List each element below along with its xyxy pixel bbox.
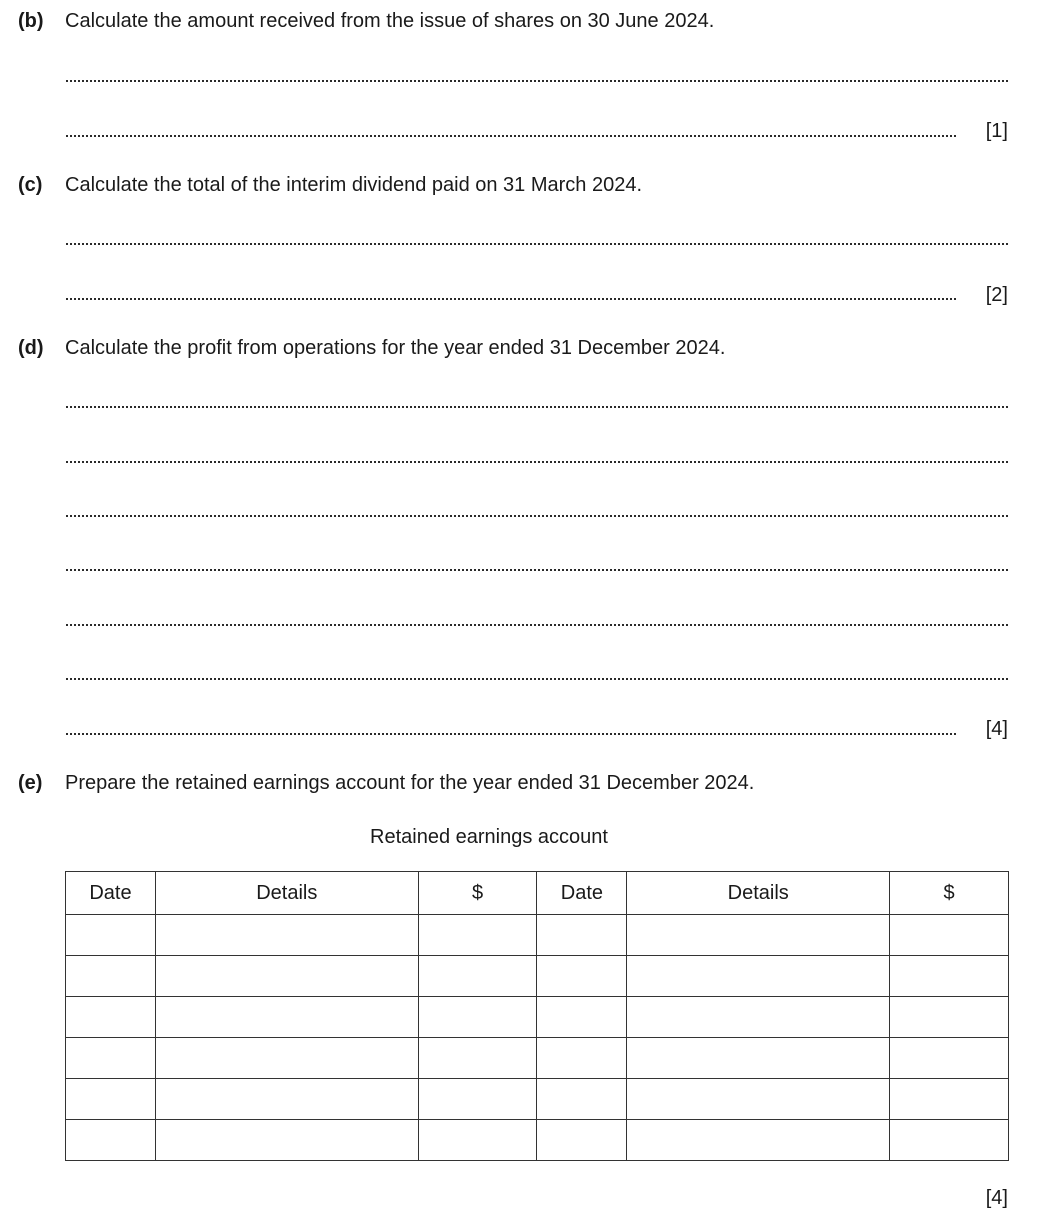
question-b — [18, 9, 714, 33]
marks-b: [1] — [985, 120, 1008, 142]
table-row — [66, 1120, 1009, 1161]
table-row — [66, 915, 1009, 956]
question-d-label: (d) — [18, 337, 44, 359]
answer-line-d-3[interactable] — [66, 515, 1008, 517]
table-cell[interactable] — [627, 1038, 890, 1079]
question-d — [18, 336, 725, 360]
table-cell[interactable] — [418, 1079, 537, 1120]
table-cell[interactable] — [627, 997, 890, 1038]
table-cell[interactable] — [66, 1079, 156, 1120]
table-cell[interactable] — [537, 1079, 627, 1120]
table-cell[interactable] — [155, 997, 418, 1038]
marks-e: [4] — [985, 1187, 1008, 1209]
header-amount-debit: $ — [418, 872, 537, 915]
header-details-credit: Details — [627, 872, 890, 915]
table-cell[interactable] — [155, 1079, 418, 1120]
table-cell[interactable] — [66, 1120, 156, 1161]
answer-line-b-2[interactable] — [66, 135, 956, 137]
question-d-text: Calculate the profit from operations for the year ended 31 December 2024. — [65, 337, 726, 359]
table-cell[interactable] — [537, 1038, 627, 1079]
marks-c: [2] — [985, 284, 1008, 306]
table-body — [66, 915, 1009, 1161]
question-e-text: Prepare the retained earnings account for the year ended 31 December 2024. — [65, 772, 755, 794]
table-cell[interactable] — [155, 915, 418, 956]
account-title: Retained earnings account — [370, 826, 608, 848]
question-c-text: Calculate the total of the interim dividend paid on 31 March 2024. — [65, 174, 643, 196]
table-row — [66, 956, 1009, 997]
table-cell[interactable] — [418, 1120, 537, 1161]
answer-line-d-6[interactable] — [66, 678, 1008, 680]
answer-line-c-2[interactable] — [66, 298, 956, 300]
table-cell[interactable] — [627, 915, 890, 956]
answer-line-d-7[interactable] — [66, 733, 956, 735]
question-e — [18, 771, 754, 795]
table-cell[interactable] — [418, 997, 537, 1038]
table-cell[interactable] — [890, 997, 1009, 1038]
answer-line-d-5[interactable] — [66, 624, 1008, 626]
header-date-credit: Date — [537, 872, 627, 915]
table-cell[interactable] — [66, 915, 156, 956]
table-row — [66, 997, 1009, 1038]
table-cell[interactable] — [66, 1038, 156, 1079]
table-cell[interactable] — [890, 915, 1009, 956]
table-cell[interactable] — [890, 1038, 1009, 1079]
answer-line-b-1[interactable] — [66, 80, 1008, 82]
question-b-text: Calculate the amount received from the issue of shares on 30 June 2024. — [65, 10, 715, 32]
question-c-label: (c) — [18, 174, 43, 196]
table-cell[interactable] — [627, 1120, 890, 1161]
table-cell[interactable] — [537, 915, 627, 956]
table-cell[interactable] — [155, 1120, 418, 1161]
table-cell[interactable] — [537, 997, 627, 1038]
table-row — [66, 1079, 1009, 1120]
table-cell[interactable] — [418, 956, 537, 997]
table-cell[interactable] — [66, 956, 156, 997]
table-row — [66, 1038, 1009, 1079]
table-cell[interactable] — [66, 997, 156, 1038]
retained-earnings-table — [65, 871, 1009, 1161]
table-cell[interactable] — [418, 915, 537, 956]
answer-line-d-4[interactable] — [66, 569, 1008, 571]
table-cell[interactable] — [627, 956, 890, 997]
table-cell[interactable] — [155, 956, 418, 997]
table-cell[interactable] — [418, 1038, 537, 1079]
header-date-debit: Date — [66, 872, 156, 915]
table-cell[interactable] — [890, 956, 1009, 997]
table-cell[interactable] — [890, 1079, 1009, 1120]
header-amount-credit: $ — [890, 872, 1009, 915]
table-cell[interactable] — [890, 1120, 1009, 1161]
table-cell[interactable] — [537, 956, 627, 997]
header-details-debit: Details — [155, 872, 418, 915]
marks-d: [4] — [985, 718, 1008, 740]
answer-line-d-2[interactable] — [66, 461, 1008, 463]
table-header-row — [66, 872, 1009, 915]
answer-line-c-1[interactable] — [66, 243, 1008, 245]
table-cell[interactable] — [537, 1120, 627, 1161]
question-b-label: (b) — [18, 10, 44, 32]
answer-line-d-1[interactable] — [66, 406, 1008, 408]
question-e-label: (e) — [18, 772, 43, 794]
table-cell[interactable] — [155, 1038, 418, 1079]
table-cell[interactable] — [627, 1079, 890, 1120]
question-c — [18, 173, 642, 197]
